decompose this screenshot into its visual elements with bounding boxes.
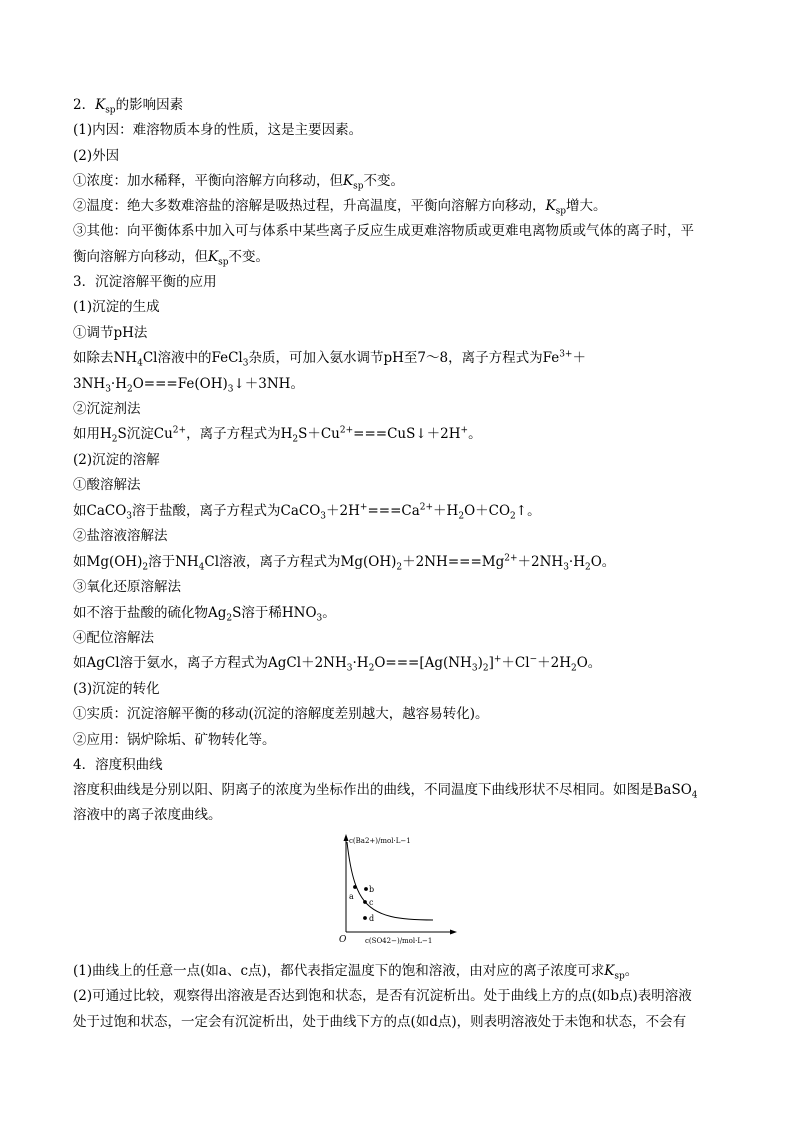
text-line: ④配位溶解法: [73, 630, 154, 646]
text-line: ③氧化还原溶解法: [73, 579, 181, 595]
point-a-label: a: [349, 892, 354, 901]
text-line: 如AgCl溶于氨水，离子方程式为$AgCl+2NH_3\cdot H_2O===[Ag(NH_3)_2]^++Cl^-+2H_2O$。: [73, 654, 602, 674]
point-d: [363, 916, 367, 920]
text-line: 如不溶于盐酸的硫化物$Ag_2S$溶于稀$HNO_3$。: [73, 605, 336, 624]
origin-label: O: [339, 935, 347, 945]
text-line: ①酸溶解法: [73, 477, 141, 493]
point-a: [353, 885, 357, 889]
text-line: $3NH_3\cdot H_2O===Fe(OH)_3↓+3NH$。: [73, 376, 304, 395]
text-line: ②沉淀剂法: [73, 401, 141, 417]
point-b-label: b: [369, 885, 375, 894]
text-line: ③其他：向平衡体系中加入可与体系中某些离子反应生成更难溶物质或更难电离物质或气体的离子时，平: [73, 223, 694, 239]
x-axis-arrow: [450, 930, 457, 935]
text-line: (1)沉淀的生成: [73, 299, 160, 315]
x-axis-label: c(SO42−)/mol·L−1: [365, 937, 433, 945]
y-axis-label: c(Ba2+)/mol·L−1: [349, 837, 411, 845]
point-d-label: d: [369, 914, 375, 923]
text-line: 溶液中的离子浓度曲线。: [73, 807, 222, 823]
text-line: (1)内因：难溶物质本身的性质，这是主要因素。: [73, 122, 363, 138]
y-axis-arrow: [344, 834, 349, 841]
text-line: (3)沉淀的转化: [73, 681, 160, 697]
text-line: ②应用：锅炉除垢、矿物转化等。: [73, 732, 276, 748]
text-line: 如CaCO$_3$溶于盐酸，离子方程式为$CaCO_3+2H^+===Ca^{2+}+H_2O+CO_2↑$。: [73, 502, 541, 522]
text-line: 如除去$NH_4Cl$溶液中的FeCl$_3$杂质，可加入氨水调节pH至7～8，离子方程式为$Fe^{3+}+$: [73, 349, 586, 369]
text-line: 处于过饱和状态，一定会有沉淀析出，处于曲线下方的点(如d点)，则表明溶液处于未饱和状态，不会有: [73, 1014, 687, 1030]
text-line: (2)沉淀的溶解: [73, 452, 160, 468]
section-heading-applications: 3．沉淀溶解平衡的应用: [73, 274, 217, 290]
ksp-curve-figure: [335, 832, 475, 952]
text-line: 如用$H_2S$沉淀$Cu^{2+}$，离子方程式为$H_2S+Cu^{2+}===CuS↓+2H^+$。: [73, 425, 482, 445]
section-heading-ksp-factors: 2．$K_{sp}$的影响因素: [73, 97, 184, 116]
text-line: ①实质：沉淀溶解平衡的移动(沉淀的溶解度差别越大，越容易转化)。: [73, 706, 489, 722]
text-line: (2)可通过比较，观察得出溶液是否达到饱和状态，是否有沉淀析出。处于曲线上方的点(如b点)表明溶液: [73, 988, 692, 1004]
text-line: ②盐溶液溶解法: [73, 528, 168, 544]
text-line: 溶度积曲线是分别以阳、阴离子的浓度为坐标作出的曲线，不同温度下曲线形状不尽相同。如图是BaSO$_4$: [73, 782, 698, 801]
section-heading-ksp-curve: 4．溶度积曲线: [73, 757, 163, 773]
text-line: 如$Mg(OH)_2$溶于$NH_4Cl$溶液，离子方程式为$Mg(OH)_2+2NH===Mg^{2+}+2NH_3\cdot H_2O$。: [73, 553, 616, 573]
solubility-curve: [347, 842, 433, 920]
point-b: [364, 887, 368, 891]
text-line: (2)外因: [73, 148, 120, 164]
text-line: ②温度：绝大多数难溶盐的溶解是吸热过程，升高温度，平衡向溶解方向移动，$K_{sp}$增大。: [73, 198, 607, 217]
text-line: ①调节pH法: [73, 325, 148, 341]
text-line: ①浓度：加水稀释，平衡向溶解方向移动，但$K_{sp}$不变。: [73, 173, 404, 192]
text-line: 衡向溶解方向移动，但$K_{sp}$不变。: [73, 249, 269, 268]
point-c-label: c: [369, 898, 374, 907]
point-c: [363, 900, 367, 904]
text-line: (1)曲线上的任意一点(如a、c点)，都代表指定温度下的饱和溶液，由对应的离子浓度可求$K_{sp}$。: [73, 963, 639, 982]
